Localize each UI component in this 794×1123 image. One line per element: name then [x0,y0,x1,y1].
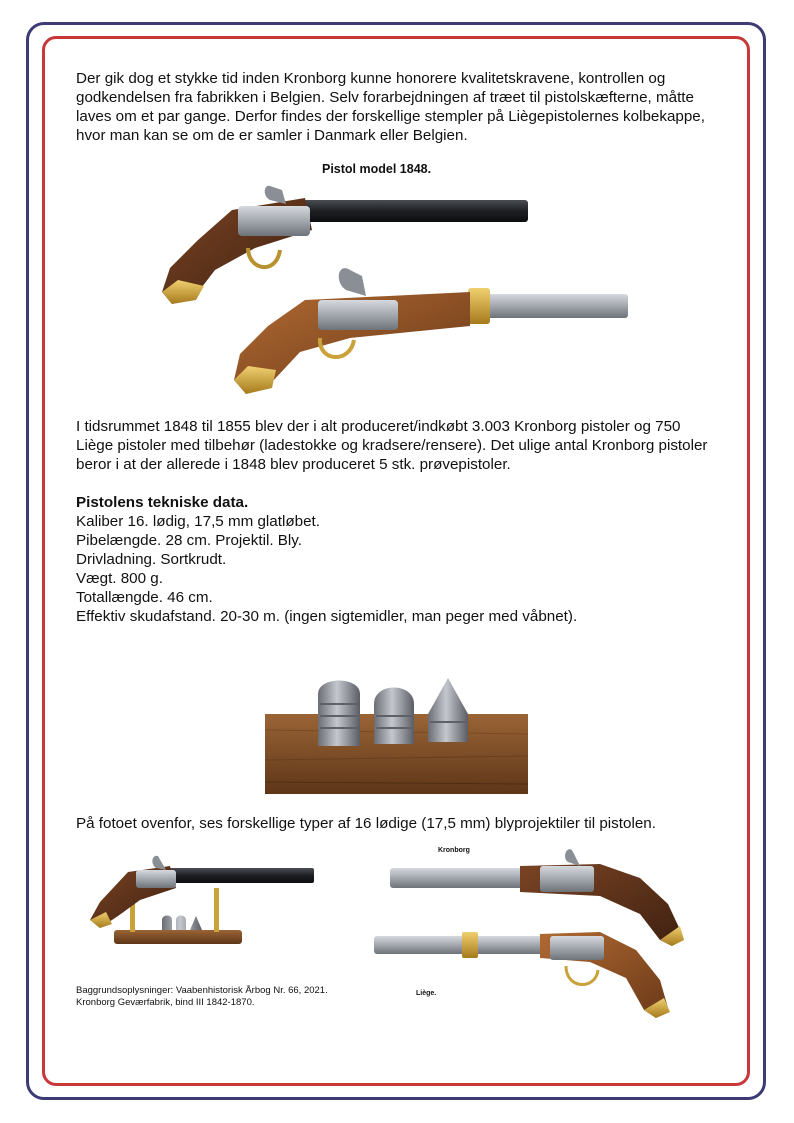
tech-data-line: Drivladning. Sortkrudt. [76,551,227,568]
lead-projectiles-photo [265,678,528,794]
tech-data-line: Totallængde. 46 cm. [76,589,213,606]
tech-data-line: Vægt. 800 g. [76,570,163,587]
tech-data-line: Pibelængde. 28 cm. Projektil. Bly. [76,532,302,549]
liege-label: Liège. [416,990,437,997]
pistol-display-stand-image [90,856,314,944]
pistol-steel-barrel-image [234,268,628,394]
intro-paragraph: Der gik dog et stykke tid inden Kronborg kunne honorere kvalitetskravene, kontrollen og godkendelsen fra fabrikken i Belgien. Selv forarbejdningen af træet til pistolskæfterne, måtte laves om et par gange. Derfor findes der forskellige stempler på Liègepistolernes kolbekappe, hvor man kan se om de er samler i Danmark eller Belgien. [76,70,705,144]
tech-data-line: Effektiv skudafstand. 20-30 m. (ingen sigtemidler, man peger med våbnet). [76,608,578,625]
tech-data-line: Kaliber 16. lødig, 17,5 mm glatløbet. [76,513,320,530]
credits-text: Baggrundsoplysninger: Vaabenhistorisk Årbog Nr. 66, 2021. Kronborg Geværfabrik, bind III 1842-1870. [76,985,328,1008]
figure-title: Pistol model 1848. [322,162,432,176]
kronborg-label: Kronborg [438,847,470,854]
photo-note-paragraph: På fotoet ovenfor, ses forskellige typer af 16 lødige (17,5 mm) blyprojektiler til pistolen. [76,815,656,832]
production-paragraph: I tidsrummet 1848 til 1855 blev der i alt produceret/indkøbt 3.003 Kronborg pistoler og 750 Liège pistoler med tilbehør (ladestokke og kradsere/rensere). Det ulige antal Kronborg pistoler beror i at der allerede i 1848 blev produceret 5 stk. prøvepistoler. [76,418,708,473]
tech-data-heading: Pistolens tekniske data. [76,494,249,511]
liege-pistol-image [374,932,670,1018]
tech-data-block [76,493,716,626]
kronborg-pistol-image [390,849,684,946]
